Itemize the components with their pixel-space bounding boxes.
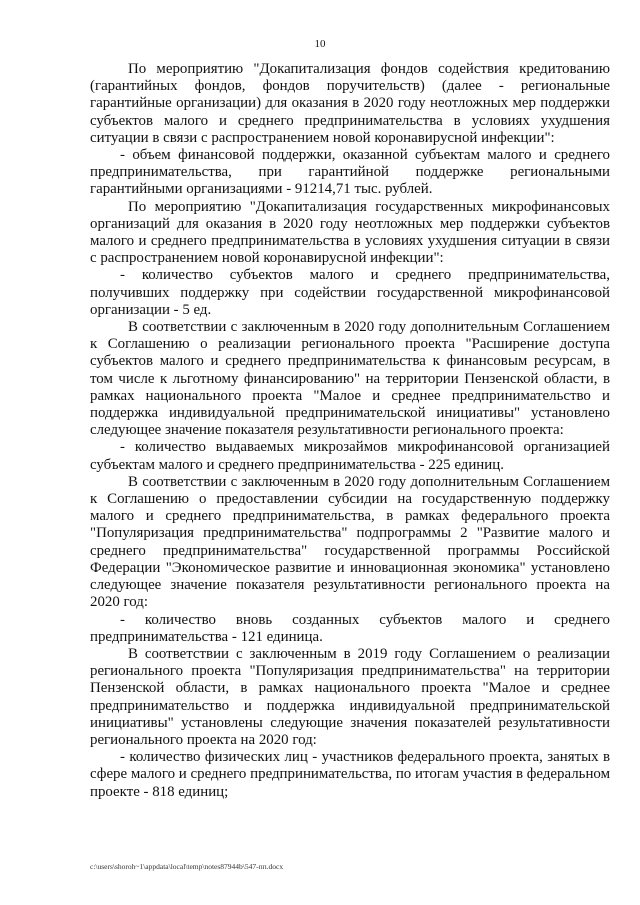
paragraph-capitalization-guarantee-funds: По мероприятию "Докапитализация фондов содействия кредитованию (гарантийных фондов, фондов поручительств) (далее - региональные гарантийные организации) для оказания в 2020 году неотложных мер поддержки субъектов малого и среднего предпринимательства в условиях ухудшения ситуации в связи с распространением новой коронавирусной инфекции":	[90, 61, 610, 146]
list-item-supported-smes-count: - количество субъектов малого и среднего предпринимательства, получивших поддержку при содействии государственной микрофинансовой организации - 5 ед.	[90, 267, 610, 318]
list-item-participants-count: - количество физических лиц - участников федерального проекта, занятых в сфере малого и среднего предпринимательства, по итогам участия в федеральном проекте - 818 единиц;	[90, 749, 610, 800]
paragraph-agreement-subsidy: В соответствии с заключенным в 2020 году дополнительным Соглашением к Соглашению о предоставлении субсидии на государственную поддержку малого и среднего предпринимательства, в рамках федерального проекта "Популяризация предпринимательства" подпрограммы 2 "Развитие малого и среднего предпринимательства" государственной программы Российской Федерации "Экономическое развитие и инновационная экономика" установлено следующее значение показателя результативности регионального проекта на 2020 год:	[90, 473, 610, 611]
paragraph-capitalization-microfinance: По мероприятию "Докапитализация государственных микрофинансовых организаций для оказания в 2020 году неотложных мер поддержки субъектов малого и среднего предпринимательства в условиях ухудшения ситуации в связи с распространением новой коронавирусной инфекции":	[90, 198, 610, 267]
list-item-microloans-count: - количество выдаваемых микрозаймов микрофинансовой организацией субъектам малого и среднего предпринимательства - 225 единиц.	[90, 439, 610, 473]
page-number: 10	[314, 38, 326, 50]
footer-file-path: c:\users\shoroh~1\appdata\local\temp\notes87944b\547-пп.docx	[90, 862, 284, 871]
paragraph-agreement-finance-access: В соответствии с заключенным в 2020 году дополнительным Соглашением к Соглашению о реализации регионального проекта "Расширение доступа субъектов малого и среднего предпринимательства к финансовым ресурсам, в том числе к льготному финансированию" на территории Пензенской области, в рамках национального проекта "Малое и среднее предпринимательство и поддержка индивидуальной предпринимательской инициативы" установлено следующее значение показателя результативности регионального проекта:	[90, 319, 610, 439]
paragraph-agreement-popularization: В соответствии с заключенным в 2019 году Соглашением о реализации регионального проекта "Популяризация предпринимательства" на территории Пензенской области, в рамках национального проекта "Малое и среднее предпринимательство и поддержка индивидуальной предпринимательской инициативы" установлены следующие значения показателей результативности регионального проекта на 2020 год:	[90, 645, 610, 748]
list-item-financial-support-volume: - объем финансовой поддержки, оказанной субъектам малого и среднего предпринимательства, при гарантийной поддержке региональными гарантийными организациями - 91214,71 тыс. рублей.	[90, 147, 610, 198]
document-body	[90, 61, 610, 801]
list-item-new-smes-count: - количество вновь созданных субъектов малого и среднего предпринимательства - 121 единица.	[90, 611, 610, 645]
